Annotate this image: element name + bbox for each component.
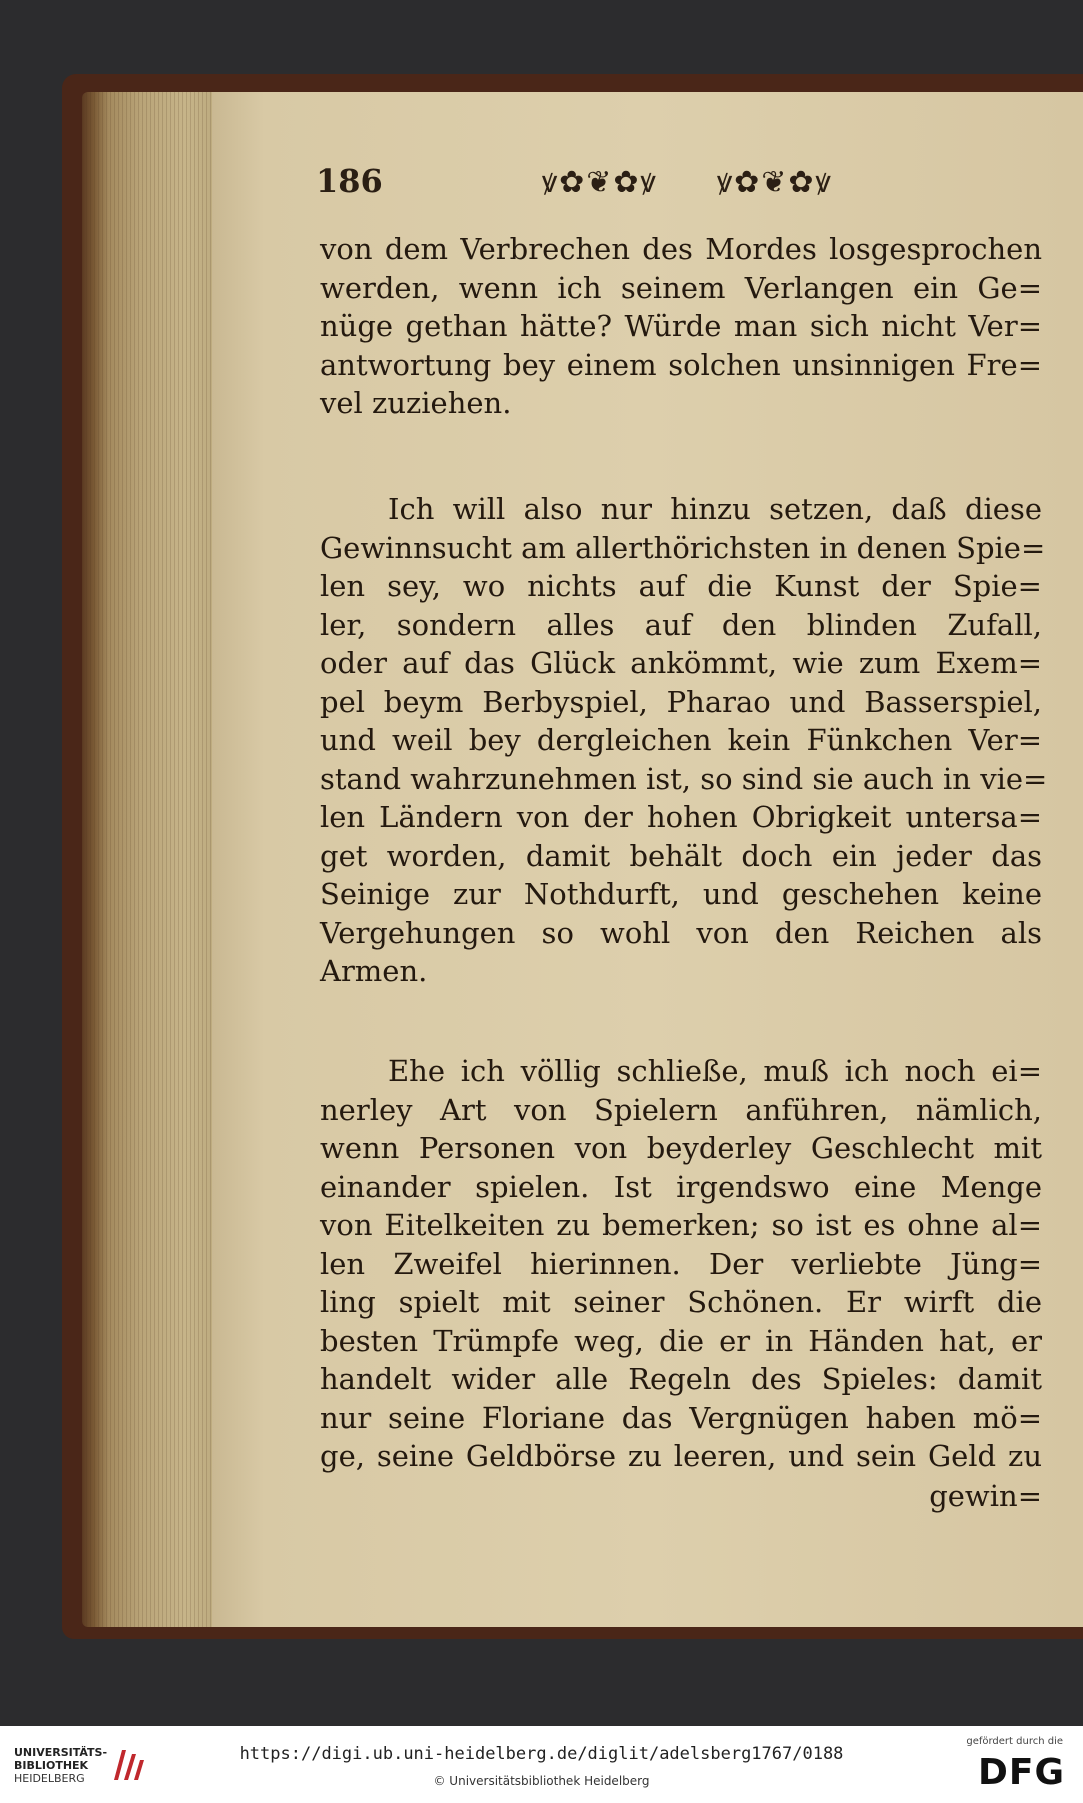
funded-by-label: gefördert durch die: [966, 1736, 1063, 1747]
text-line: ge, seine Geldbörse zu leeren, und sein Geld zu: [320, 1439, 1042, 1473]
paragraph-1: [320, 230, 1042, 423]
paragraph-3: [320, 1052, 1042, 1476]
text-line: len Ländern von der hohen Obrigkeit untersa=: [320, 800, 1042, 834]
text-line: ling spielt mit seiner Schönen. Er wirft die: [320, 1285, 1042, 1319]
text-line: handelt wider alle Regeln des Spieles: damit: [320, 1362, 1042, 1396]
text-line: werden, wenn ich seinem Verlangen ein Ge=: [320, 270, 1042, 305]
text-line: nur seine Floriane das Vergnügen haben mö=: [320, 1400, 1042, 1435]
paragraph-2: [320, 490, 1048, 991]
text-line: Ehe ich völlig schließe, muß ich noch ei=: [388, 1054, 1042, 1088]
text-line: Gewinnsucht am allerthörichsten in denen Spie=: [320, 530, 1046, 565]
text-line: len Zweifel hierinnen. Der verliebte Jüng=: [320, 1246, 1042, 1281]
text-line: Ich will also nur hinzu setzen, daß diese: [388, 492, 1042, 526]
text-line: besten Trümpfe weg, die er in Händen hat, er: [320, 1323, 1042, 1358]
library-name-line2: BIBLIOTHEK: [14, 1759, 89, 1772]
text-line: len sey, wo nichts auf die Kunst der Spie=: [320, 569, 1042, 603]
text-line: einander spielen. Ist irgendswo eine Menge: [320, 1169, 1042, 1204]
text-line: Vergehungen so wohl von den Reichen als: [320, 915, 1042, 950]
text-line: stand wahrzunehmen ist, so sind sie auch in vie=: [320, 761, 1048, 796]
text-line: von dem Verbrechen des Mordes losgesprochen: [320, 232, 1042, 266]
text-line: und weil bey dergleichen kein Fünkchen Ver=: [320, 723, 1042, 757]
dfg-logo: DFG: [977, 1752, 1065, 1793]
header-ornament-left: ꝟ✿❦✿ꝟ: [542, 165, 658, 200]
library-name-line1: UNIVERSITÄTS-: [14, 1746, 108, 1759]
text-line: pel beym Berbyspiel, Pharao und Basserspiel,: [320, 684, 1042, 719]
book-page: [212, 92, 1083, 1627]
text-line: Seinige zur Nothdurft, und geschehen keine: [320, 877, 1042, 911]
footer-bar: [0, 1726, 1083, 1803]
header-ornament-right: ꝟ✿❦✿ꝟ: [717, 165, 833, 200]
text-line: von Eitelkeiten zu bemerken; so ist es ohne al=: [320, 1208, 1042, 1242]
permalink-url[interactable]: https://digi.ub.uni-heidelberg.de/diglit/adelsberg1767/0188: [239, 1744, 844, 1764]
text-line: wenn Personen von beyderley Geschlecht mit: [320, 1131, 1042, 1165]
library-name-line3: HEIDELBERG: [14, 1772, 85, 1785]
text-line: ler, sondern alles auf den blinden Zufall,: [320, 607, 1042, 642]
text-line: get worden, damit behält doch ein jeder das: [320, 838, 1042, 873]
catchword: gewin=: [929, 1479, 1042, 1513]
text-line: oder auf das Glück ankömmt, wie zum Exem=: [320, 646, 1042, 680]
text-line: vel zuziehen.: [320, 386, 512, 420]
text-line: antwortung bey einem solchen unsinnigen Fre=: [320, 347, 1042, 382]
text-line: Armen.: [320, 954, 428, 988]
page-edge-lines: [82, 92, 230, 1627]
text-line: nerley Art von Spielern anführen, nämlich,: [320, 1092, 1042, 1127]
page-number: 186: [316, 162, 383, 200]
copyright-notice: © Universitätsbibliothek Heidelberg: [433, 1774, 650, 1788]
page-edges: [82, 92, 230, 1627]
catchword-block: [320, 1477, 1042, 1516]
text-line: nüge gethan hätte? Würde man sich nicht Ver=: [320, 309, 1042, 343]
